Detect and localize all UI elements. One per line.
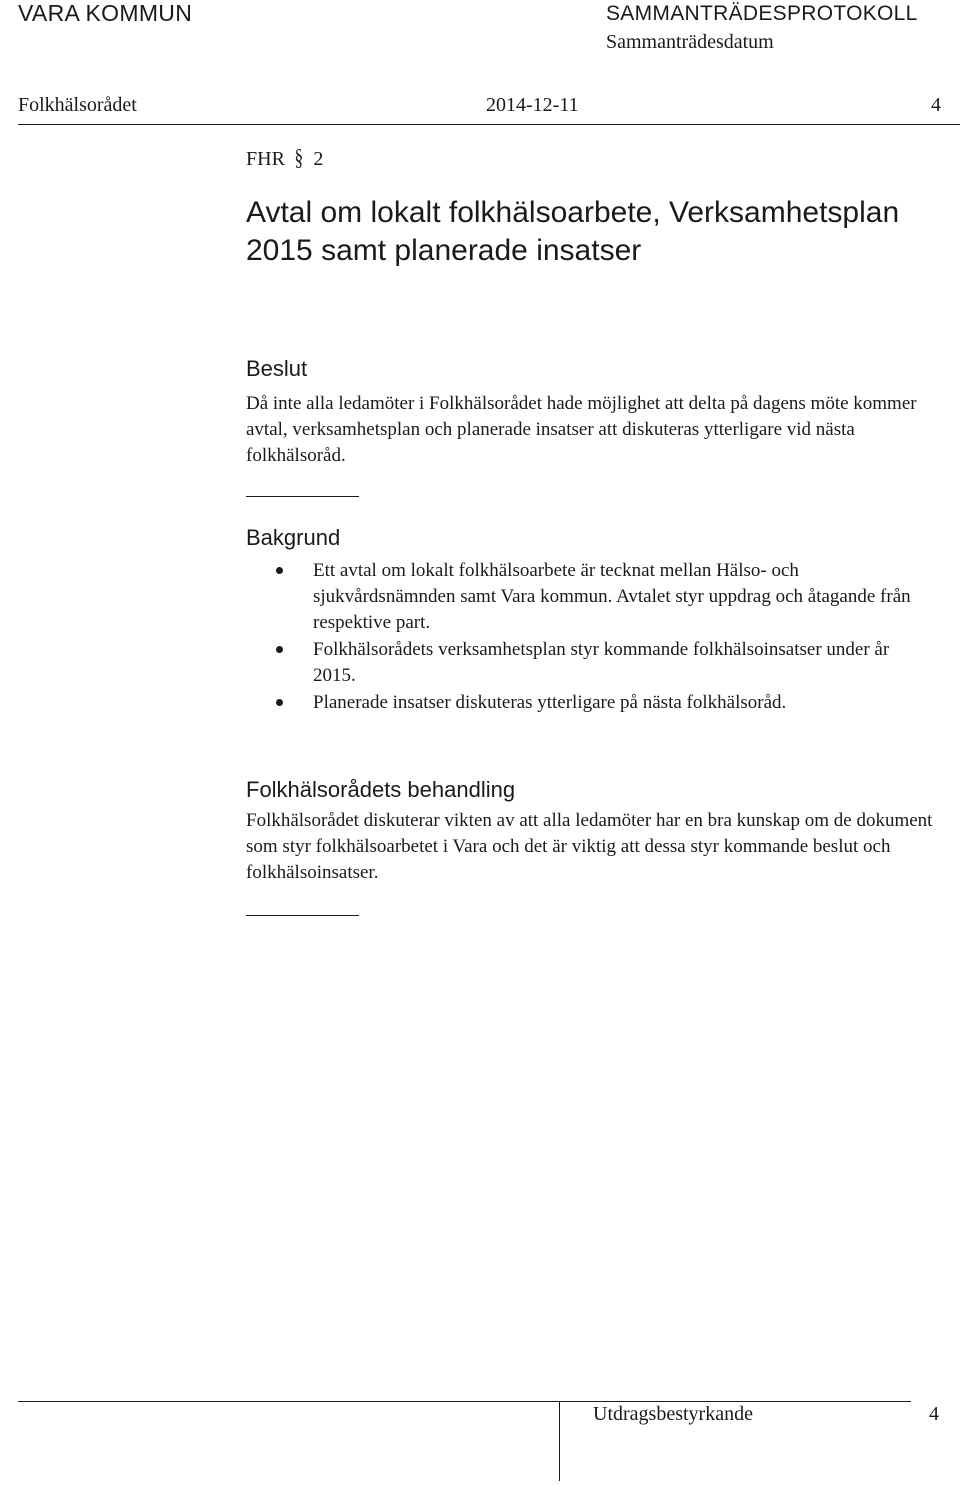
footer-label: Utdragsbestyrkande [593,1403,753,1425]
behandling-text: Folkhälsorådet diskuterar vikten av att alla ledamöter har en bra kunskap om de dokument som styr folkhälsoarbetet i Vara och det är viktig att dessa styr kommande beslut och folkhälsoinsatser. [246,810,933,883]
list-item [276,558,936,636]
section-divider [246,915,359,916]
organization-name: VARA KOMMUN [18,0,193,26]
footer-vertical-divider [559,1401,560,1481]
paragraph-reference [246,145,323,171]
committee-name: Folkhälsorådet [18,94,137,116]
header-divider [18,124,960,125]
section-sign-icon: § [294,145,303,170]
paragraph-number: 2 [313,148,324,170]
bakgrund-heading: Bakgrund [246,525,341,550]
behandling-heading: Folkhälsorådets behandling [246,777,516,802]
section-divider [246,496,359,497]
list-item-text: Planerade insatser diskuteras ytterligare på nästa folkhälsoråd. [313,692,787,713]
footer-divider [18,1401,911,1402]
bullet-icon [276,567,283,574]
meeting-date-label: Sammanträdesdatum [606,31,774,53]
list-item [276,637,936,689]
list-item-text: Ett avtal om lokalt folkhälsoarbete är tecknat mellan Hälso- och sjukvårdsnämnden samt Vara kommun. Avtalet styr uppdrag och åtagande från respektive part. [313,560,911,633]
footer-page-number: 4 [929,1403,939,1425]
protocol-title: SAMMANTRÄDESPROTOKOLL [606,2,918,25]
document-title: Avtal om lokalt folkhälsoarbete, Verksamhetsplan 2015 samt planerade insatser [246,196,900,267]
list-item [276,690,936,716]
bakgrund-list [276,558,936,717]
list-item-text: Folkhälsorådets verksamhetsplan styr kommande folkhälsoinsatser under år 2015. [313,639,890,686]
beslut-heading: Beslut [246,356,308,381]
beslut-text: Då inte alla ledamöter i Folkhälsorådet hade möjlighet att delta på dagens möte kommer avtal, verksamhetsplan och planerade insatser att diskuteras ytterligare vid nästa folkhälsoråd. [246,393,917,466]
meeting-date: 2014-12-11 [486,94,579,116]
paragraph-prefix: FHR [246,148,285,170]
bullet-icon [276,699,283,706]
bullet-icon [276,646,283,653]
page-number: 4 [931,94,941,116]
